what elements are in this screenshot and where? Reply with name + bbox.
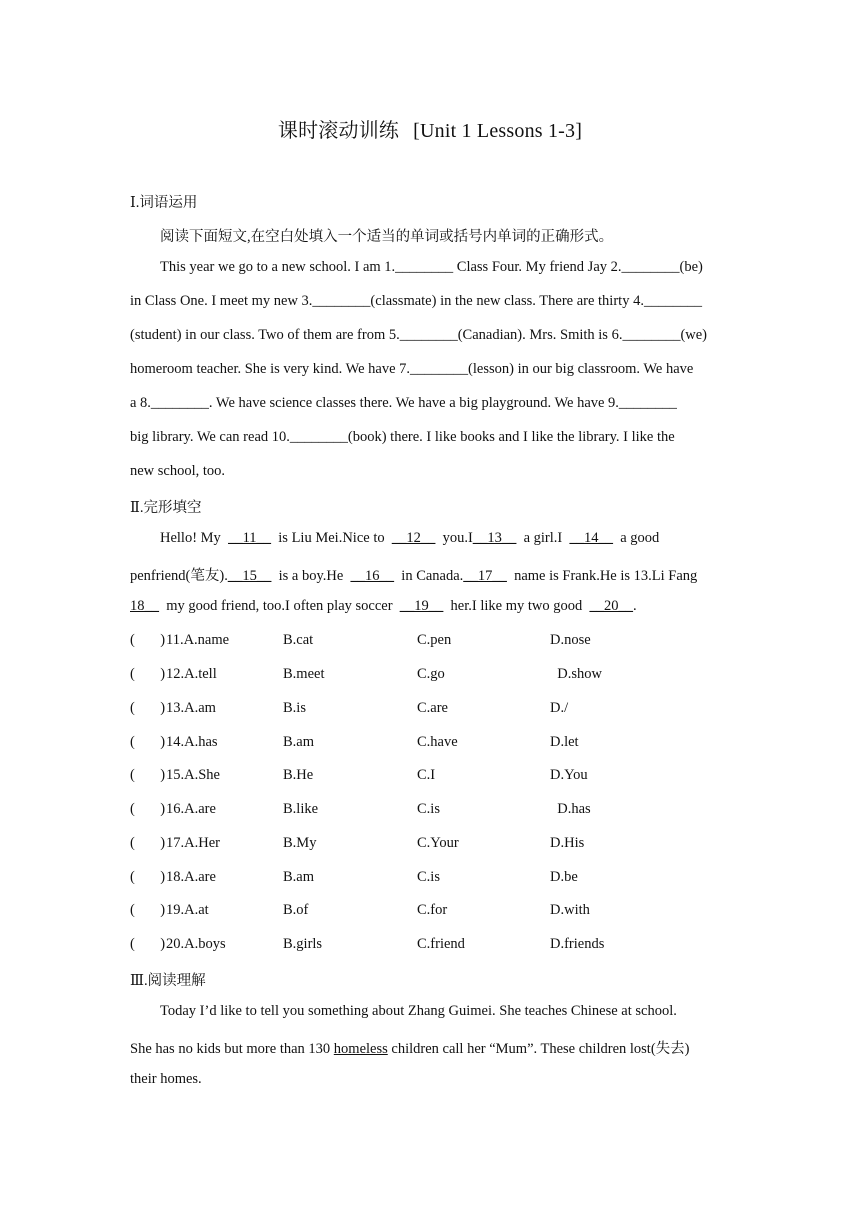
answer-blank: ( ) bbox=[130, 835, 166, 851]
passage-text: in Canada. bbox=[394, 568, 464, 584]
option-c: C.is bbox=[417, 869, 440, 885]
question-row bbox=[130, 936, 740, 956]
question-row bbox=[130, 869, 740, 889]
underlined-word: homeless bbox=[333, 1041, 388, 1057]
cloze-blank-15: __15__ bbox=[227, 568, 272, 584]
question-row bbox=[130, 700, 740, 720]
option-a: 17.A.Her bbox=[166, 835, 220, 851]
question-row bbox=[130, 767, 740, 787]
answer-blank: ( ) bbox=[130, 700, 166, 716]
answer-blank: ( ) bbox=[130, 632, 166, 648]
cloze-passage-line bbox=[130, 564, 740, 585]
cloze-blank-12: __12__ bbox=[391, 530, 436, 546]
option-c: C.have bbox=[417, 734, 458, 750]
section-2-heading: Ⅱ.完形填空 bbox=[130, 500, 202, 516]
passage-text: is Liu Mei.Nice to bbox=[271, 530, 392, 546]
passage-text: is a boy.He bbox=[271, 568, 351, 584]
passage-text: penfriend(笔友). bbox=[130, 568, 228, 584]
cloze-blank-19: __19__ bbox=[399, 598, 444, 614]
passage-text: name is Frank.He is 13.Li Fang bbox=[506, 568, 698, 584]
option-b: B.cat bbox=[283, 632, 314, 648]
question-row bbox=[130, 902, 740, 922]
cloze-passage-line bbox=[160, 530, 770, 547]
option-d: D.let bbox=[550, 734, 579, 750]
option-b: B.like bbox=[283, 801, 319, 817]
option-c: C.go bbox=[417, 666, 445, 682]
section-1-line: in Class One. I meet my new 3.________(classmate) in the new class. There are thirty 4.________ bbox=[130, 293, 702, 309]
option-d: D.has bbox=[550, 801, 591, 817]
section-1-line: This year we go to a new school. I am 1.________ Class Four. My friend Jay 2.________(be) bbox=[160, 259, 703, 275]
answer-blank: ( ) bbox=[130, 734, 166, 750]
cloze-blank-11: __11__ bbox=[228, 530, 272, 546]
title-unit: [Unit 1 Lessons 1-3] bbox=[413, 120, 583, 142]
passage-text: a good bbox=[612, 530, 660, 546]
option-d: D.nose bbox=[550, 632, 591, 648]
answer-blank: ( ) bbox=[130, 801, 166, 817]
cloze-blank-18: 18__ bbox=[130, 598, 159, 614]
option-a: 18.A.are bbox=[166, 869, 216, 885]
option-a: 19.A.at bbox=[166, 902, 209, 918]
passage-text: my good friend, too.I often play soccer bbox=[159, 598, 400, 614]
cloze-passage-line bbox=[130, 598, 740, 615]
answer-blank: ( ) bbox=[130, 666, 166, 682]
option-d: D.His bbox=[550, 835, 585, 851]
page-title bbox=[0, 114, 860, 143]
title-chinese: 课时滚动训练 bbox=[277, 120, 400, 142]
option-d: D.You bbox=[550, 767, 588, 783]
option-d: D.friends bbox=[550, 936, 605, 952]
passage-text: you.I bbox=[435, 530, 473, 546]
passage-text: . bbox=[633, 598, 637, 614]
option-b: B.My bbox=[283, 835, 317, 851]
answer-blank: ( ) bbox=[130, 936, 166, 952]
reading-text: children call her “Mum”. These children lost(失去) bbox=[387, 1041, 690, 1057]
question-row bbox=[130, 734, 740, 754]
reading-line bbox=[130, 1037, 740, 1058]
answer-blank: ( ) bbox=[130, 902, 166, 918]
section-1-line: a 8.________. We have science classes there. We have a big playground. We have 9.________ bbox=[130, 395, 677, 411]
cloze-blank-13: __13__ bbox=[472, 530, 517, 546]
option-d: D.with bbox=[550, 902, 590, 918]
option-b: B.am bbox=[283, 869, 315, 885]
option-c: C.pen bbox=[417, 632, 452, 648]
answer-blank: ( ) bbox=[130, 767, 166, 783]
option-b: B.of bbox=[283, 902, 309, 918]
option-b: B.am bbox=[283, 734, 315, 750]
option-c: C.Your bbox=[417, 835, 459, 851]
question-row bbox=[130, 632, 740, 652]
cloze-blank-20: __20__ bbox=[589, 598, 633, 614]
option-a: 14.A.has bbox=[166, 734, 218, 750]
option-b: B.He bbox=[283, 767, 314, 783]
section-3-heading: Ⅲ.阅读理解 bbox=[130, 973, 206, 989]
passage-text: her.I like my two good bbox=[443, 598, 590, 614]
option-b: B.is bbox=[283, 700, 306, 716]
option-d: D./ bbox=[550, 700, 569, 716]
option-c: C.is bbox=[417, 801, 440, 817]
answer-blank: ( ) bbox=[130, 869, 166, 885]
section-1-line: big library. We can read 10.________(book) there. I like books and I like the library. I like the bbox=[130, 429, 675, 445]
option-c: C.friend bbox=[417, 936, 465, 952]
question-row bbox=[130, 666, 740, 686]
section-1-line: (student) in our class. Two of them are from 5.________(Canadian). Mrs. Smith is 6.________(we) bbox=[130, 327, 708, 343]
option-a: 12.A.tell bbox=[166, 666, 217, 682]
section-1-instruction: 阅读下面短文,在空白处填入一个适当的单词或括号内单词的正确形式。 bbox=[160, 229, 614, 245]
reading-text: She has no kids but more than 130 bbox=[130, 1041, 334, 1057]
section-1-heading: Ⅰ.词语运用 bbox=[130, 195, 198, 211]
option-a: 11.A.name bbox=[166, 632, 230, 648]
question-row bbox=[130, 835, 740, 855]
option-b: B.meet bbox=[283, 666, 325, 682]
passage-text: Hello! My bbox=[160, 530, 229, 546]
section-1-line: homeroom teacher. She is very kind. We have 7.________(lesson) in our big classroom. We have bbox=[130, 361, 694, 377]
cloze-blank-14: __14__ bbox=[569, 530, 613, 546]
option-a: 13.A.am bbox=[166, 700, 216, 716]
passage-text: a girl.I bbox=[516, 530, 570, 546]
option-d: D.show bbox=[550, 666, 602, 682]
reading-line: their homes. bbox=[130, 1071, 202, 1087]
section-1-line: new school, too. bbox=[130, 463, 226, 479]
option-d: D.be bbox=[550, 869, 578, 885]
option-c: C.are bbox=[417, 700, 448, 716]
option-b: B.girls bbox=[283, 936, 323, 952]
option-a: 16.A.are bbox=[166, 801, 216, 817]
reading-line: Today I’d like to tell you something about Zhang Guimei. She teaches Chinese at school. bbox=[160, 1003, 677, 1019]
cloze-blank-17: __17__ bbox=[463, 568, 507, 584]
question-row bbox=[130, 801, 740, 821]
option-a: 15.A.She bbox=[166, 767, 220, 783]
option-a: 20.A.boys bbox=[166, 936, 226, 952]
cloze-blank-16: __16__ bbox=[350, 568, 395, 584]
option-c: C.for bbox=[417, 902, 448, 918]
option-c: C.I bbox=[417, 767, 436, 783]
